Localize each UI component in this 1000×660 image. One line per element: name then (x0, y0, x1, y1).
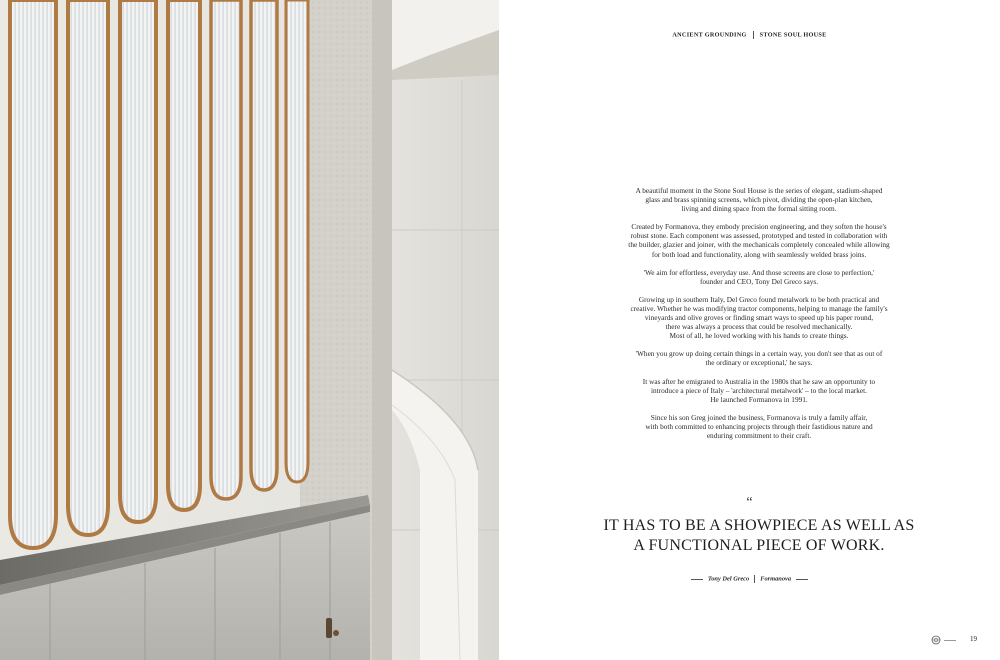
attribution-divider (754, 575, 755, 583)
body-paragraph: It was after he emigrated to Australia in the 1980s that he saw an opportunity to introduce a piece of Italy – 'architectural metalwork' – to the local market. He launched Formanova in 1991. (642, 376, 876, 404)
body-paragraph: 'When you grow up doing certain things in a certain way, you don't see that as out of the ordinary or exceptional,' he says. (635, 349, 883, 368)
running-head-title: STONE SOUL HOUSE (759, 31, 827, 39)
page-footer (931, 635, 991, 645)
interior-photo (0, 0, 499, 660)
article-body (619, 186, 899, 449)
quote-mark: “ (746, 495, 753, 510)
body-paragraph: Growing up in southern Italy, Del Greco found metalwork to be both practical and creative. Whether he was modifying tractor components, helping to manage the family's vineyards and olive groves or finding smart ways to speed up his paper round, there was always a process that could be resolved mechanically. Most of all, he loved working with his hands to create things. (630, 294, 888, 341)
body-paragraph: Since his son Greg joined the business, Formanova is truly a family affair, with both committed to enhancing projects through their fastidious nature and enduring commitment to their craft. (645, 412, 873, 440)
cabinet-knob (326, 618, 332, 638)
attribution-company: Formanova (760, 575, 792, 583)
page-number: 19 (970, 635, 977, 643)
article-page (499, 0, 1000, 660)
body-paragraph: Created by Formanova, they embody precision engineering, and they soften the house's robust stone. Each component was assessed, prototyped and tested in collaboration with the builder, glazier and joiner, with the mechanicals completely concealed while allowing for both load and functionality, along with seamlessly welded brass joins. (628, 222, 890, 259)
quote-attribution (499, 575, 1000, 583)
footer-rule (944, 640, 956, 641)
attribution-rule-right (796, 579, 808, 580)
glass-screens (10, 0, 308, 548)
attribution-name: Tony Del Greco (707, 575, 750, 583)
running-head (499, 31, 1000, 39)
body-paragraph: A beautiful moment in the Stone Soul House is the series of elegant, stadium-shaped glass and brass spinning screens, which pivot, dividing the open-plan kitchen, living and dining space from the formal sitting room. (635, 186, 883, 214)
circle-logo-icon (931, 635, 941, 645)
running-head-section: ANCIENT GROUNDING (672, 31, 747, 39)
attribution-rule-left (691, 579, 703, 580)
running-head-divider (753, 31, 754, 39)
body-paragraph: 'We aim for effortless, everyday use. And those screens are close to perfection,' founder and CEO, Tony Del Greco says. (643, 267, 875, 286)
pull-quote: IT HAS TO BE A SHOWPIECE AS WELL AS A FUNCTIONAL PIECE OF WORK. (603, 517, 915, 554)
photo-illustration (0, 0, 499, 660)
